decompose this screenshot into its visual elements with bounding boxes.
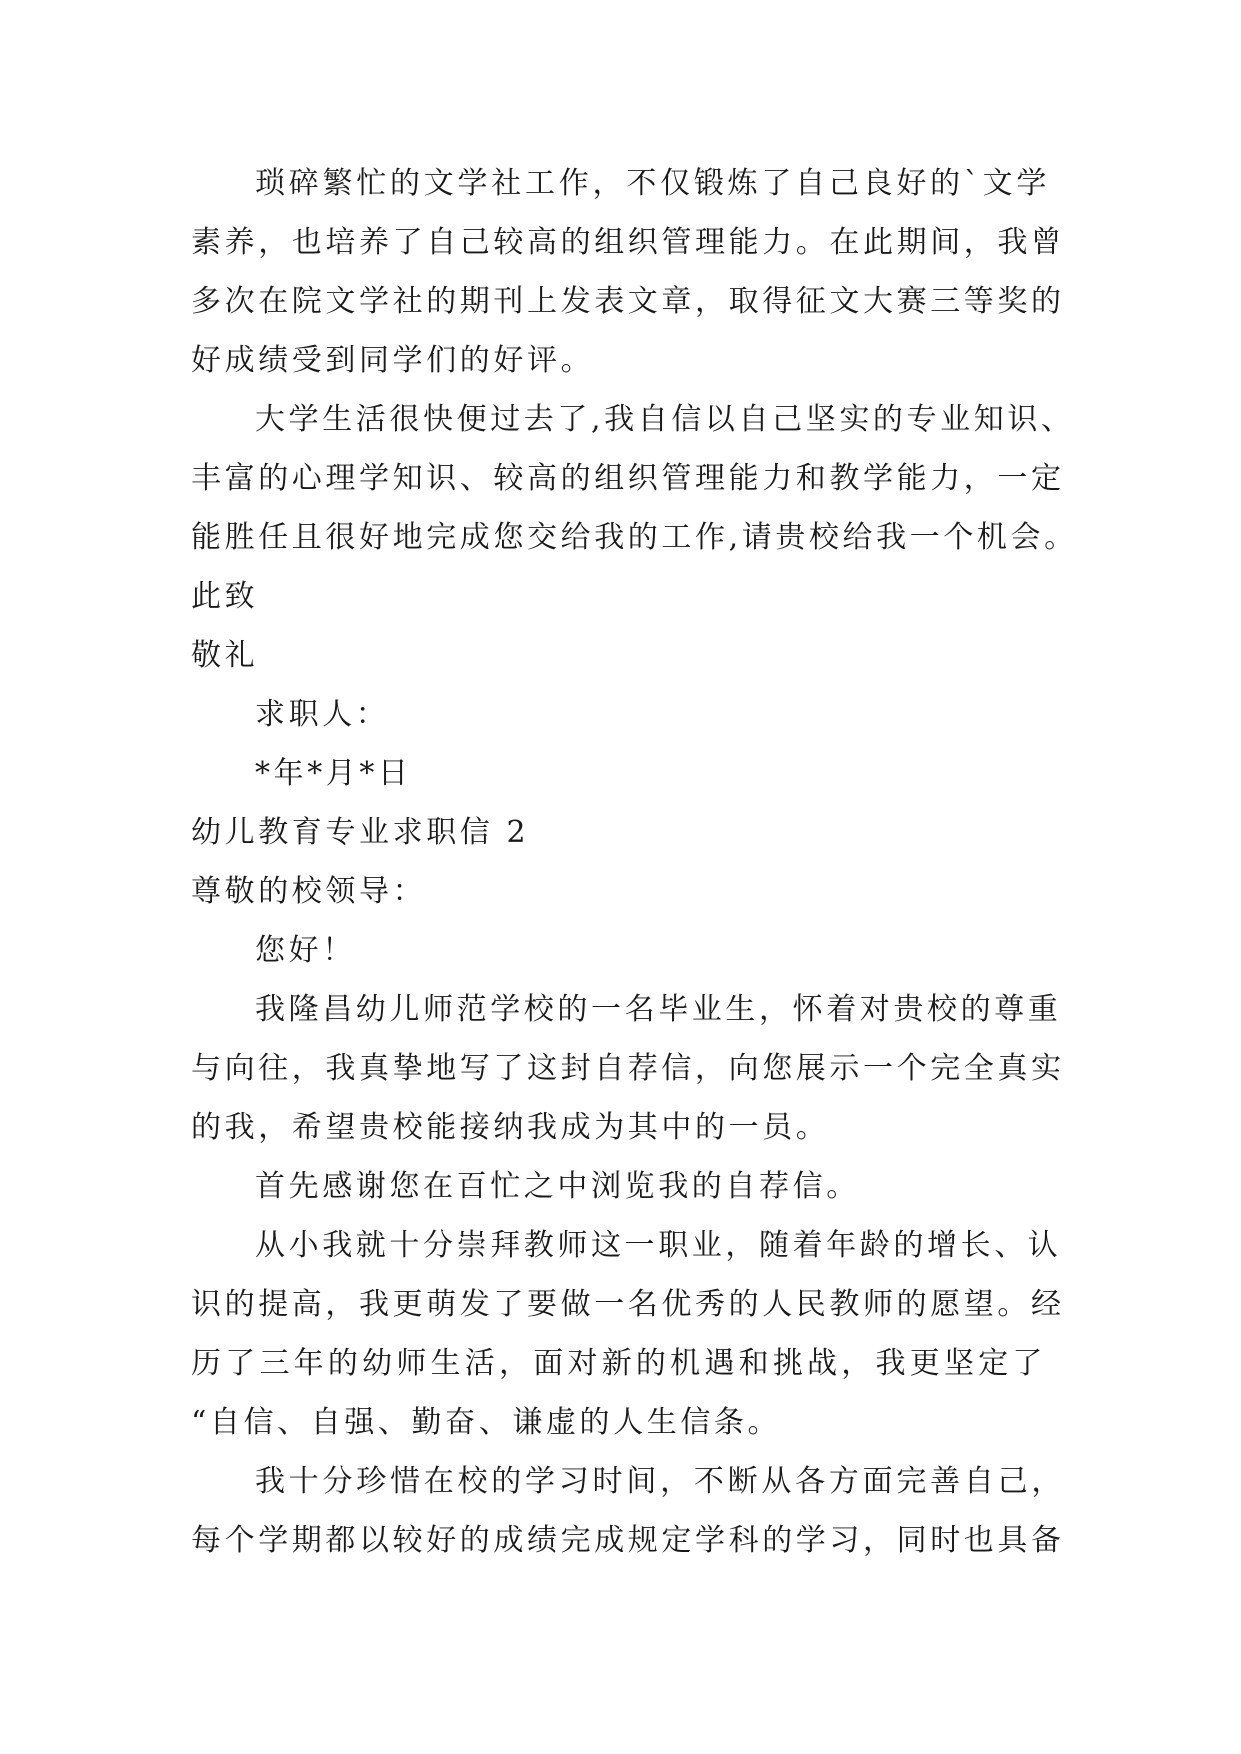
paragraph-line: “自信、自强、勤奋、谦虚的人生信条。 <box>191 1405 782 1440</box>
section-heading: 幼儿教育专业求职信 2 <box>191 815 530 850</box>
paragraph-line: 识的提高，我更萌发了要做一名优秀的人民教师的愿望。经 <box>191 1287 1065 1322</box>
closing-regards: 敬礼 <box>191 638 259 673</box>
paragraph-line: 能胜任且很好地完成您交给我的工作,请贵校给我一个机会。 <box>191 520 1078 555</box>
paragraph-line: 多次在院文学社的期刊上发表文章，取得征文大赛三等奖的 <box>191 284 1065 319</box>
closing-salutation: 此致 <box>191 579 259 614</box>
paragraph-line: 与向往，我真挚地写了这封自荐信，向您展示一个完全真实 <box>191 1051 1065 1086</box>
paragraph-line: 我隆昌幼儿师范学校的一名毕业生，怀着对贵校的尊重 <box>255 992 1062 1027</box>
paragraph-line: 的我，希望贵校能接纳我成为其中的一员。 <box>191 1110 830 1145</box>
paragraph-line: 素养，也培养了自己较高的组织管理能力。在此期间，我曾 <box>191 225 1065 260</box>
greeting: 您好！ <box>255 933 356 968</box>
paragraph-line: 每个学期都以较好的成绩完成规定学科的学习，同时也具备 <box>191 1523 1065 1558</box>
paragraph-line: 琐碎繁忙的文学社工作，不仅锻炼了自己良好的`文学 <box>255 166 1050 201</box>
paragraph-line: 丰富的心理学知识、较高的组织管理能力和教学能力，一定 <box>191 461 1065 496</box>
paragraph-line: 首先感谢您在百忙之中浏览我的自荐信。 <box>255 1169 860 1204</box>
letter-salutation: 尊敬的校领导： <box>191 874 427 909</box>
signature-applicant: 求职人： <box>255 697 390 732</box>
paragraph-line: 好成绩受到同学们的好评。 <box>191 343 595 378</box>
paragraph-line: 大学生活很快便过去了,我自信以自己坚实的专业知识、 <box>255 402 1075 437</box>
paragraph-line: 我十分珍惜在校的学习时间，不断从各方面完善自己， <box>255 1464 1065 1499</box>
paragraph-line: 从小我就十分崇拜教师这一职业，随着年龄的增长、认 <box>255 1228 1062 1263</box>
paragraph-line: 历了三年的幼师生活，面对新的机遇和挑战，我更坚定了 <box>191 1346 1046 1381</box>
signature-date: *年*月*日 <box>255 756 412 791</box>
